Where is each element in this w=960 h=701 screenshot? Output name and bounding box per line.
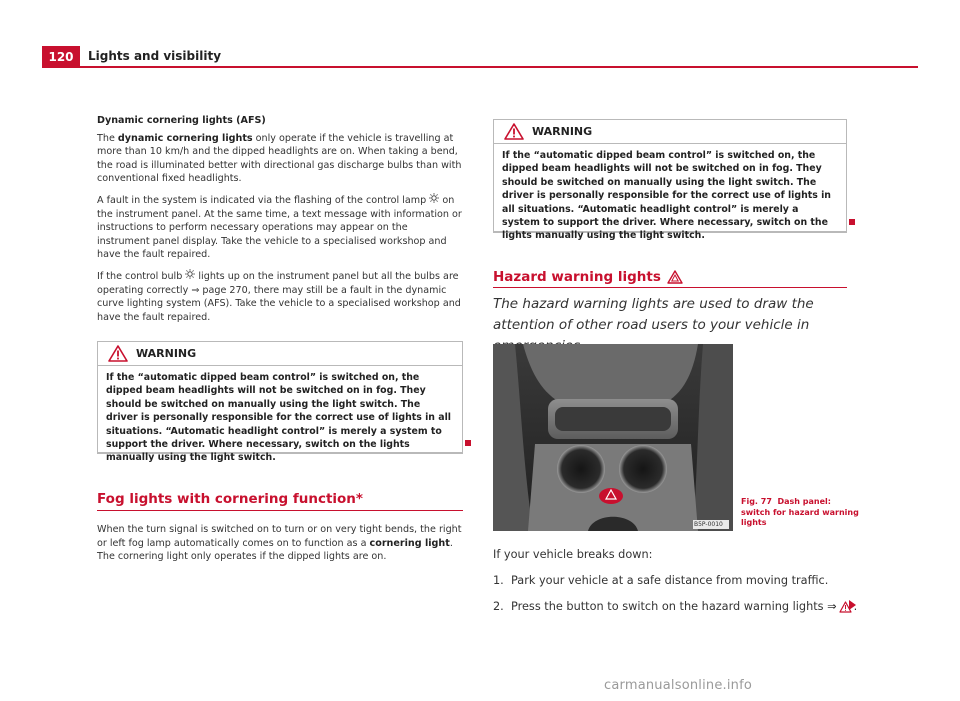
- warning-box-right: [493, 119, 847, 242]
- header-rule: [80, 66, 918, 68]
- afs-term: dynamic cornering lights: [117, 132, 253, 144]
- step-1: 1. Park your vehicle at a safe distance from moving traffic.: [493, 574, 829, 587]
- warning-text: If the “automatic dipped beam control” is switched on, the dipped beam headlights will not be switched on in fog. They should be switched on manually using the light switch. The driver is personally responsible for the correct use of lights in all situations. “Automatic headlight control” is merely a system to support the driver. Where necessary, switch on the lights manually using the light switch.: [502, 150, 831, 242]
- afs-paragraph-3: If the control bulb lights up on the instrument panel but all the bulbs are operating correctly ⇒ page 270, there may still be a fault in the dynamic curve lighting system (AFS). Take the vehicle to a specialised workshop and have the fault repaired.: [97, 270, 461, 323]
- caption-label: Fig. 77: [741, 497, 772, 506]
- warning-box-left: [97, 341, 463, 464]
- warning-header: [494, 120, 846, 144]
- end-marker: [849, 219, 855, 225]
- step-2: 2. Press the button to switch on the hazard warning lights ⇒ .: [493, 600, 858, 613]
- fog-term: cornering light: [369, 537, 450, 549]
- afs-subheading: Dynamic cornering lights (AFS): [97, 115, 266, 126]
- afs-section: [97, 114, 463, 331]
- fog-paragraph: When the turn signal is switched on to turn or on very tight bends, the right or left fog lamp automatically comes on to function as a cornering light. The cornering light only operates if the dipped lights are on.: [97, 524, 462, 563]
- continue-arrow-icon: [849, 600, 856, 610]
- hazard-lead: The hazard warning lights are used to draw the attention of other road users to your vehicle in: [493, 296, 814, 333]
- figure-caption: [741, 497, 861, 529]
- breakdown-text: If your vehicle breaks down:: [493, 548, 653, 561]
- hazard-heading: Hazard warning lights: [493, 269, 683, 285]
- cornering-lamp-icon: [185, 271, 195, 282]
- afs-paragraph-1: The dynamic cornering lights only operate if the vehicle is travelling at more than 10 km/h and the dipped headlights are on. When taking a bend, the road is illuminated better with directional gas discharge bulbs than with conventional fixed headlights.: [97, 132, 462, 185]
- warning-triangle-icon: [108, 345, 128, 362]
- warning-header: [98, 342, 462, 366]
- warning-title: WARNING: [136, 347, 197, 360]
- hazard-switch-figure: [493, 344, 733, 531]
- end-marker: [465, 440, 471, 446]
- figure-code: B5P-0010: [694, 521, 723, 528]
- page-number: 120: [42, 46, 80, 68]
- warning-triangle-icon: [504, 123, 524, 140]
- afs-paragraph-2: A fault in the system is indicated via the flashing of the control lamp on the instrument panel. At the same time, a text message with information or instructions to perform necessary operations may appear on the instrument panel display. Take the vehicle to a specialised workshop and have the fault repaired.: [97, 194, 462, 261]
- section-title: Lights and visibility: [88, 49, 222, 63]
- center-console-image: [493, 344, 733, 531]
- fog-lights-heading: Fog lights with cornering function*: [97, 491, 363, 507]
- fog-heading-rule: [97, 510, 463, 511]
- hazard-triangle-icon: [667, 270, 683, 284]
- hazard-heading-rule: [493, 287, 847, 288]
- caption-text: Dash panel: switch for hazard warning lights: [741, 497, 859, 527]
- watermark: carmanualsonline.info: [604, 678, 753, 693]
- cornering-lamp-icon: [429, 195, 439, 206]
- warning-text: If the “automatic dipped beam control” is switched on, the dipped beam headlights will not be switched on in fog. They should be switched on manually using the light switch. The driver is personally responsible for the correct use of lights in all situations. “Automatic headlight control” is merely a system to support the driver. Where necessary, switch on the lights manually using the light switch.: [106, 372, 451, 464]
- warning-title: WARNING: [532, 125, 593, 138]
